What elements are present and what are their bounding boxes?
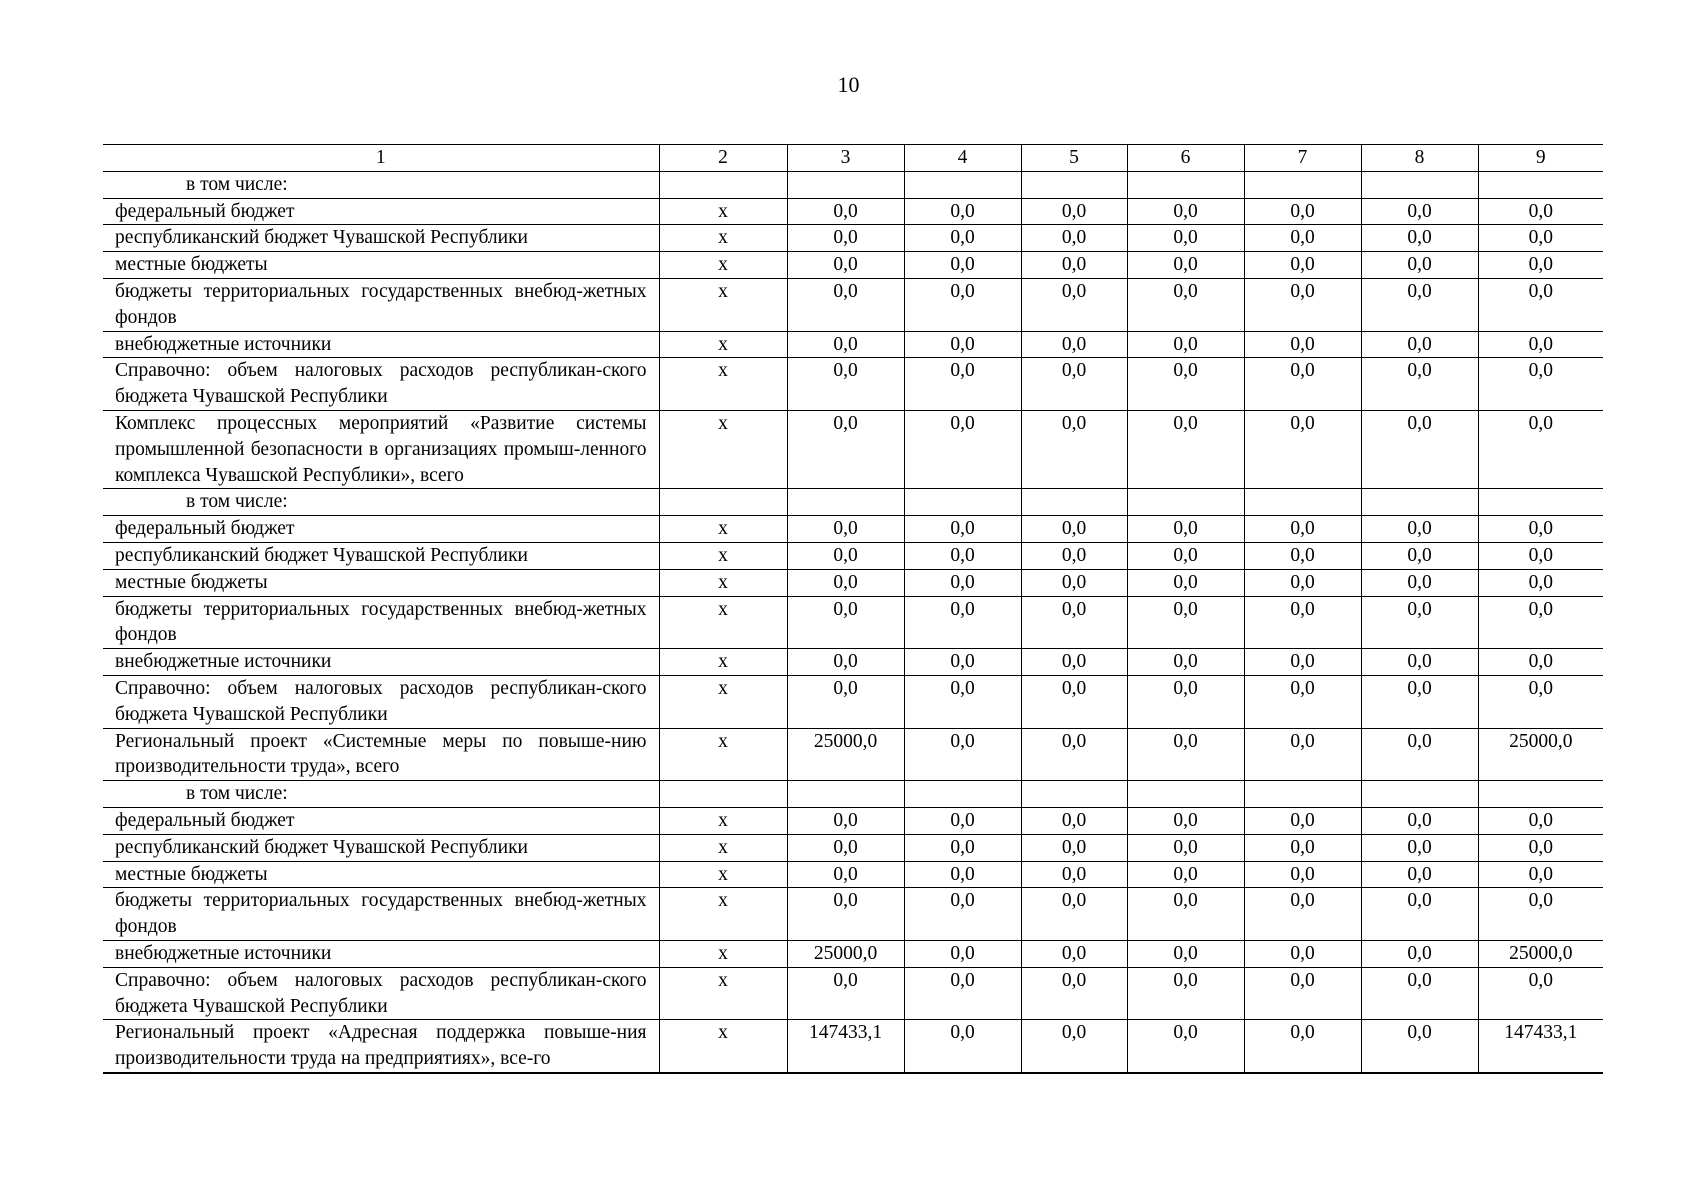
column-header-4: 4 xyxy=(904,145,1021,172)
cell-col-6: 0,0 xyxy=(1127,410,1244,488)
cell-col-5: 0,0 xyxy=(1021,331,1127,358)
row-label: местные бюджеты xyxy=(103,861,659,888)
cell-col-5: 0,0 xyxy=(1021,1020,1127,1073)
table-row xyxy=(103,888,1603,941)
cell-col-3: 0,0 xyxy=(787,807,904,834)
table-row xyxy=(103,278,1603,331)
cell-col-8: 0,0 xyxy=(1361,516,1478,543)
cell-col-3: 0,0 xyxy=(787,198,904,225)
row-label: Региональный проект «Системные меры по повыше-нию производительности труда», всего xyxy=(103,728,659,781)
cell-col-7 xyxy=(1244,781,1361,808)
cell-col-7: 0,0 xyxy=(1244,252,1361,279)
cell-col-7: 0,0 xyxy=(1244,967,1361,1020)
budget-table xyxy=(103,144,1603,1074)
cell-col-7: 0,0 xyxy=(1244,331,1361,358)
table-row xyxy=(103,1020,1603,1073)
cell-col-2: х xyxy=(659,807,787,834)
cell-col-5: 0,0 xyxy=(1021,198,1127,225)
cell-col-9: 0,0 xyxy=(1478,542,1603,569)
row-label: бюджеты территориальных государственных внебюд-жетных фондов xyxy=(103,596,659,649)
cell-col-3: 0,0 xyxy=(787,278,904,331)
cell-col-4: 0,0 xyxy=(904,861,1021,888)
cell-col-2: х xyxy=(659,967,787,1020)
cell-col-3: 0,0 xyxy=(787,967,904,1020)
column-header-5: 5 xyxy=(1021,145,1127,172)
table-row xyxy=(103,675,1603,728)
cell-col-4: 0,0 xyxy=(904,649,1021,676)
cell-col-8: 0,0 xyxy=(1361,861,1478,888)
cell-col-9: 0,0 xyxy=(1478,888,1603,941)
budget-table-body xyxy=(103,145,1603,1073)
cell-col-5: 0,0 xyxy=(1021,807,1127,834)
cell-col-8: 0,0 xyxy=(1361,252,1478,279)
cell-col-2: х xyxy=(659,358,787,411)
cell-col-6: 0,0 xyxy=(1127,1020,1244,1073)
table-row xyxy=(103,940,1603,967)
table-row xyxy=(103,861,1603,888)
cell-col-8: 0,0 xyxy=(1361,649,1478,676)
cell-col-4: 0,0 xyxy=(904,198,1021,225)
cell-col-9: 0,0 xyxy=(1478,675,1603,728)
table-row xyxy=(103,516,1603,543)
cell-col-4: 0,0 xyxy=(904,542,1021,569)
cell-col-6: 0,0 xyxy=(1127,569,1244,596)
table-row xyxy=(103,198,1603,225)
table-row xyxy=(103,410,1603,488)
cell-col-9: 0,0 xyxy=(1478,331,1603,358)
cell-col-6: 0,0 xyxy=(1127,807,1244,834)
cell-col-7 xyxy=(1244,171,1361,198)
cell-col-9: 0,0 xyxy=(1478,278,1603,331)
cell-col-4: 0,0 xyxy=(904,940,1021,967)
cell-col-8: 0,0 xyxy=(1361,967,1478,1020)
cell-col-9: 0,0 xyxy=(1478,516,1603,543)
cell-col-6: 0,0 xyxy=(1127,649,1244,676)
cell-col-3: 0,0 xyxy=(787,675,904,728)
cell-col-9: 0,0 xyxy=(1478,569,1603,596)
cell-col-5: 0,0 xyxy=(1021,410,1127,488)
cell-col-6 xyxy=(1127,781,1244,808)
cell-col-2: х xyxy=(659,940,787,967)
cell-col-7: 0,0 xyxy=(1244,596,1361,649)
cell-col-7: 0,0 xyxy=(1244,807,1361,834)
table-row xyxy=(103,225,1603,252)
column-header-7: 7 xyxy=(1244,145,1361,172)
cell-col-3: 0,0 xyxy=(787,410,904,488)
cell-col-2: х xyxy=(659,331,787,358)
cell-col-3: 0,0 xyxy=(787,888,904,941)
cell-col-3: 0,0 xyxy=(787,569,904,596)
row-label: местные бюджеты xyxy=(103,569,659,596)
cell-col-2 xyxy=(659,171,787,198)
cell-col-5: 0,0 xyxy=(1021,649,1127,676)
cell-col-2: х xyxy=(659,861,787,888)
table-row xyxy=(103,252,1603,279)
cell-col-4: 0,0 xyxy=(904,569,1021,596)
cell-col-5: 0,0 xyxy=(1021,596,1127,649)
cell-col-4: 0,0 xyxy=(904,807,1021,834)
cell-col-6: 0,0 xyxy=(1127,331,1244,358)
row-label: бюджеты территориальных государственных внебюд-жетных фондов xyxy=(103,278,659,331)
cell-col-6: 0,0 xyxy=(1127,225,1244,252)
cell-col-4: 0,0 xyxy=(904,967,1021,1020)
cell-col-3 xyxy=(787,781,904,808)
cell-col-5: 0,0 xyxy=(1021,252,1127,279)
column-header-8: 8 xyxy=(1361,145,1478,172)
cell-col-8: 0,0 xyxy=(1361,728,1478,781)
table-subhead-row xyxy=(103,171,1603,198)
row-label: внебюджетные источники xyxy=(103,331,659,358)
cell-col-3: 0,0 xyxy=(787,861,904,888)
cell-col-5: 0,0 xyxy=(1021,940,1127,967)
cell-col-7: 0,0 xyxy=(1244,198,1361,225)
cell-col-2: х xyxy=(659,834,787,861)
cell-col-5: 0,0 xyxy=(1021,728,1127,781)
cell-col-5: 0,0 xyxy=(1021,358,1127,411)
cell-col-8: 0,0 xyxy=(1361,358,1478,411)
cell-col-2: х xyxy=(659,649,787,676)
cell-col-2: х xyxy=(659,569,787,596)
cell-col-3: 0,0 xyxy=(787,834,904,861)
row-label: Справочно: объем налоговых расходов республикан-ского бюджета Чувашской Республики xyxy=(103,675,659,728)
cell-col-3: 147433,1 xyxy=(787,1020,904,1073)
cell-col-6: 0,0 xyxy=(1127,516,1244,543)
cell-col-3: 0,0 xyxy=(787,516,904,543)
row-label: республиканский бюджет Чувашской Республики xyxy=(103,542,659,569)
row-label: в том числе: xyxy=(103,489,659,516)
cell-col-8: 0,0 xyxy=(1361,675,1478,728)
cell-col-5: 0,0 xyxy=(1021,225,1127,252)
cell-col-9 xyxy=(1478,171,1603,198)
cell-col-9: 0,0 xyxy=(1478,649,1603,676)
row-label: республиканский бюджет Чувашской Республики xyxy=(103,225,659,252)
cell-col-5: 0,0 xyxy=(1021,542,1127,569)
cell-col-8: 0,0 xyxy=(1361,278,1478,331)
cell-col-4: 0,0 xyxy=(904,728,1021,781)
cell-col-6: 0,0 xyxy=(1127,252,1244,279)
cell-col-5: 0,0 xyxy=(1021,516,1127,543)
cell-col-9: 147433,1 xyxy=(1478,1020,1603,1073)
cell-col-7: 0,0 xyxy=(1244,358,1361,411)
cell-col-6: 0,0 xyxy=(1127,888,1244,941)
cell-col-3 xyxy=(787,489,904,516)
cell-col-6 xyxy=(1127,489,1244,516)
cell-col-6: 0,0 xyxy=(1127,198,1244,225)
cell-col-9: 0,0 xyxy=(1478,834,1603,861)
cell-col-4: 0,0 xyxy=(904,358,1021,411)
cell-col-7: 0,0 xyxy=(1244,410,1361,488)
cell-col-3 xyxy=(787,171,904,198)
cell-col-4: 0,0 xyxy=(904,888,1021,941)
cell-col-4 xyxy=(904,781,1021,808)
cell-col-8: 0,0 xyxy=(1361,596,1478,649)
cell-col-9: 0,0 xyxy=(1478,198,1603,225)
cell-col-4: 0,0 xyxy=(904,278,1021,331)
cell-col-9: 0,0 xyxy=(1478,861,1603,888)
cell-col-4: 0,0 xyxy=(904,596,1021,649)
cell-col-6: 0,0 xyxy=(1127,967,1244,1020)
cell-col-8: 0,0 xyxy=(1361,834,1478,861)
cell-col-9: 0,0 xyxy=(1478,410,1603,488)
table-row xyxy=(103,807,1603,834)
row-label: в том числе: xyxy=(103,781,659,808)
cell-col-6: 0,0 xyxy=(1127,940,1244,967)
cell-col-7: 0,0 xyxy=(1244,1020,1361,1073)
cell-col-4: 0,0 xyxy=(904,252,1021,279)
table-row xyxy=(103,834,1603,861)
table-subhead-row xyxy=(103,781,1603,808)
cell-col-7: 0,0 xyxy=(1244,569,1361,596)
table-header-row xyxy=(103,145,1603,172)
cell-col-2 xyxy=(659,781,787,808)
cell-col-4: 0,0 xyxy=(904,516,1021,543)
cell-col-7: 0,0 xyxy=(1244,278,1361,331)
cell-col-9: 0,0 xyxy=(1478,967,1603,1020)
table-subhead-row xyxy=(103,489,1603,516)
cell-col-6: 0,0 xyxy=(1127,861,1244,888)
cell-col-9: 0,0 xyxy=(1478,596,1603,649)
cell-col-2: х xyxy=(659,252,787,279)
cell-col-5: 0,0 xyxy=(1021,278,1127,331)
cell-col-9: 0,0 xyxy=(1478,225,1603,252)
cell-col-7: 0,0 xyxy=(1244,888,1361,941)
cell-col-7: 0,0 xyxy=(1244,728,1361,781)
cell-col-2: х xyxy=(659,1020,787,1073)
row-label: федеральный бюджет xyxy=(103,516,659,543)
cell-col-3: 0,0 xyxy=(787,331,904,358)
cell-col-6: 0,0 xyxy=(1127,728,1244,781)
cell-col-2: х xyxy=(659,596,787,649)
cell-col-9: 25000,0 xyxy=(1478,940,1603,967)
cell-col-7: 0,0 xyxy=(1244,516,1361,543)
cell-col-8: 0,0 xyxy=(1361,410,1478,488)
cell-col-2 xyxy=(659,489,787,516)
cell-col-8: 0,0 xyxy=(1361,542,1478,569)
cell-col-5: 0,0 xyxy=(1021,675,1127,728)
cell-col-7: 0,0 xyxy=(1244,861,1361,888)
cell-col-8 xyxy=(1361,489,1478,516)
column-header-2: 2 xyxy=(659,145,787,172)
row-label: Региональный проект «Адресная поддержка повыше-ния производительности труда на предприятиях», все-го xyxy=(103,1020,659,1073)
row-label: федеральный бюджет xyxy=(103,198,659,225)
table-row xyxy=(103,967,1603,1020)
cell-col-2: х xyxy=(659,728,787,781)
table-row xyxy=(103,649,1603,676)
row-label: Комплекс процессных мероприятий «Развитие системы промышленной безопасности в организациях промыш-ленного комплекса Чувашской Республики», всего xyxy=(103,410,659,488)
cell-col-5: 0,0 xyxy=(1021,861,1127,888)
row-label: местные бюджеты xyxy=(103,252,659,279)
cell-col-6 xyxy=(1127,171,1244,198)
cell-col-8 xyxy=(1361,171,1478,198)
cell-col-3: 25000,0 xyxy=(787,940,904,967)
cell-col-9 xyxy=(1478,489,1603,516)
cell-col-6: 0,0 xyxy=(1127,542,1244,569)
cell-col-5 xyxy=(1021,489,1127,516)
cell-col-8: 0,0 xyxy=(1361,225,1478,252)
cell-col-3: 0,0 xyxy=(787,596,904,649)
cell-col-8: 0,0 xyxy=(1361,940,1478,967)
row-label: бюджеты территориальных государственных внебюд-жетных фондов xyxy=(103,888,659,941)
row-label: в том числе: xyxy=(103,171,659,198)
row-label: федеральный бюджет xyxy=(103,807,659,834)
page-number: 10 xyxy=(837,72,860,97)
cell-col-3: 25000,0 xyxy=(787,728,904,781)
column-header-6: 6 xyxy=(1127,145,1244,172)
row-label: Справочно: объем налоговых расходов республикан-ского бюджета Чувашской Республики xyxy=(103,967,659,1020)
cell-col-6: 0,0 xyxy=(1127,675,1244,728)
cell-col-6: 0,0 xyxy=(1127,278,1244,331)
cell-col-2: х xyxy=(659,516,787,543)
cell-col-5: 0,0 xyxy=(1021,834,1127,861)
row-label: республиканский бюджет Чувашской Республики xyxy=(103,834,659,861)
cell-col-2: х xyxy=(659,198,787,225)
cell-col-5 xyxy=(1021,171,1127,198)
cell-col-4: 0,0 xyxy=(904,834,1021,861)
cell-col-4 xyxy=(904,489,1021,516)
cell-col-9: 25000,0 xyxy=(1478,728,1603,781)
cell-col-9: 0,0 xyxy=(1478,358,1603,411)
cell-col-8: 0,0 xyxy=(1361,1020,1478,1073)
row-label: внебюджетные источники xyxy=(103,649,659,676)
cell-col-2: х xyxy=(659,410,787,488)
cell-col-8: 0,0 xyxy=(1361,888,1478,941)
cell-col-5: 0,0 xyxy=(1021,888,1127,941)
cell-col-6: 0,0 xyxy=(1127,596,1244,649)
cell-col-8 xyxy=(1361,781,1478,808)
cell-col-7: 0,0 xyxy=(1244,834,1361,861)
cell-col-9: 0,0 xyxy=(1478,252,1603,279)
cell-col-3: 0,0 xyxy=(787,252,904,279)
table-row xyxy=(103,728,1603,781)
cell-col-3: 0,0 xyxy=(787,358,904,411)
cell-col-8: 0,0 xyxy=(1361,331,1478,358)
cell-col-5: 0,0 xyxy=(1021,569,1127,596)
row-label: внебюджетные источники xyxy=(103,940,659,967)
cell-col-8: 0,0 xyxy=(1361,807,1478,834)
column-header-3: 3 xyxy=(787,145,904,172)
cell-col-3: 0,0 xyxy=(787,542,904,569)
cell-col-4: 0,0 xyxy=(904,225,1021,252)
table-row xyxy=(103,596,1603,649)
cell-col-4: 0,0 xyxy=(904,1020,1021,1073)
cell-col-6: 0,0 xyxy=(1127,834,1244,861)
cell-col-9 xyxy=(1478,781,1603,808)
cell-col-2: х xyxy=(659,888,787,941)
cell-col-4 xyxy=(904,171,1021,198)
cell-col-7: 0,0 xyxy=(1244,675,1361,728)
column-header-1: 1 xyxy=(103,145,659,172)
table-row xyxy=(103,542,1603,569)
cell-col-2: х xyxy=(659,278,787,331)
cell-col-6: 0,0 xyxy=(1127,358,1244,411)
column-header-9: 9 xyxy=(1478,145,1603,172)
cell-col-3: 0,0 xyxy=(787,649,904,676)
cell-col-2: х xyxy=(659,225,787,252)
cell-col-2: х xyxy=(659,675,787,728)
cell-col-2: х xyxy=(659,542,787,569)
table-row xyxy=(103,569,1603,596)
table-row xyxy=(103,358,1603,411)
cell-col-3: 0,0 xyxy=(787,225,904,252)
cell-col-7: 0,0 xyxy=(1244,225,1361,252)
table-row xyxy=(103,331,1603,358)
cell-col-8: 0,0 xyxy=(1361,569,1478,596)
cell-col-9: 0,0 xyxy=(1478,807,1603,834)
cell-col-4: 0,0 xyxy=(904,675,1021,728)
cell-col-7: 0,0 xyxy=(1244,940,1361,967)
cell-col-8: 0,0 xyxy=(1361,198,1478,225)
cell-col-4: 0,0 xyxy=(904,331,1021,358)
cell-col-5: 0,0 xyxy=(1021,967,1127,1020)
row-label: Справочно: объем налоговых расходов республикан-ского бюджета Чувашской Республики xyxy=(103,358,659,411)
cell-col-7: 0,0 xyxy=(1244,649,1361,676)
cell-col-4: 0,0 xyxy=(904,410,1021,488)
cell-col-7 xyxy=(1244,489,1361,516)
cell-col-5 xyxy=(1021,781,1127,808)
cell-col-7: 0,0 xyxy=(1244,542,1361,569)
